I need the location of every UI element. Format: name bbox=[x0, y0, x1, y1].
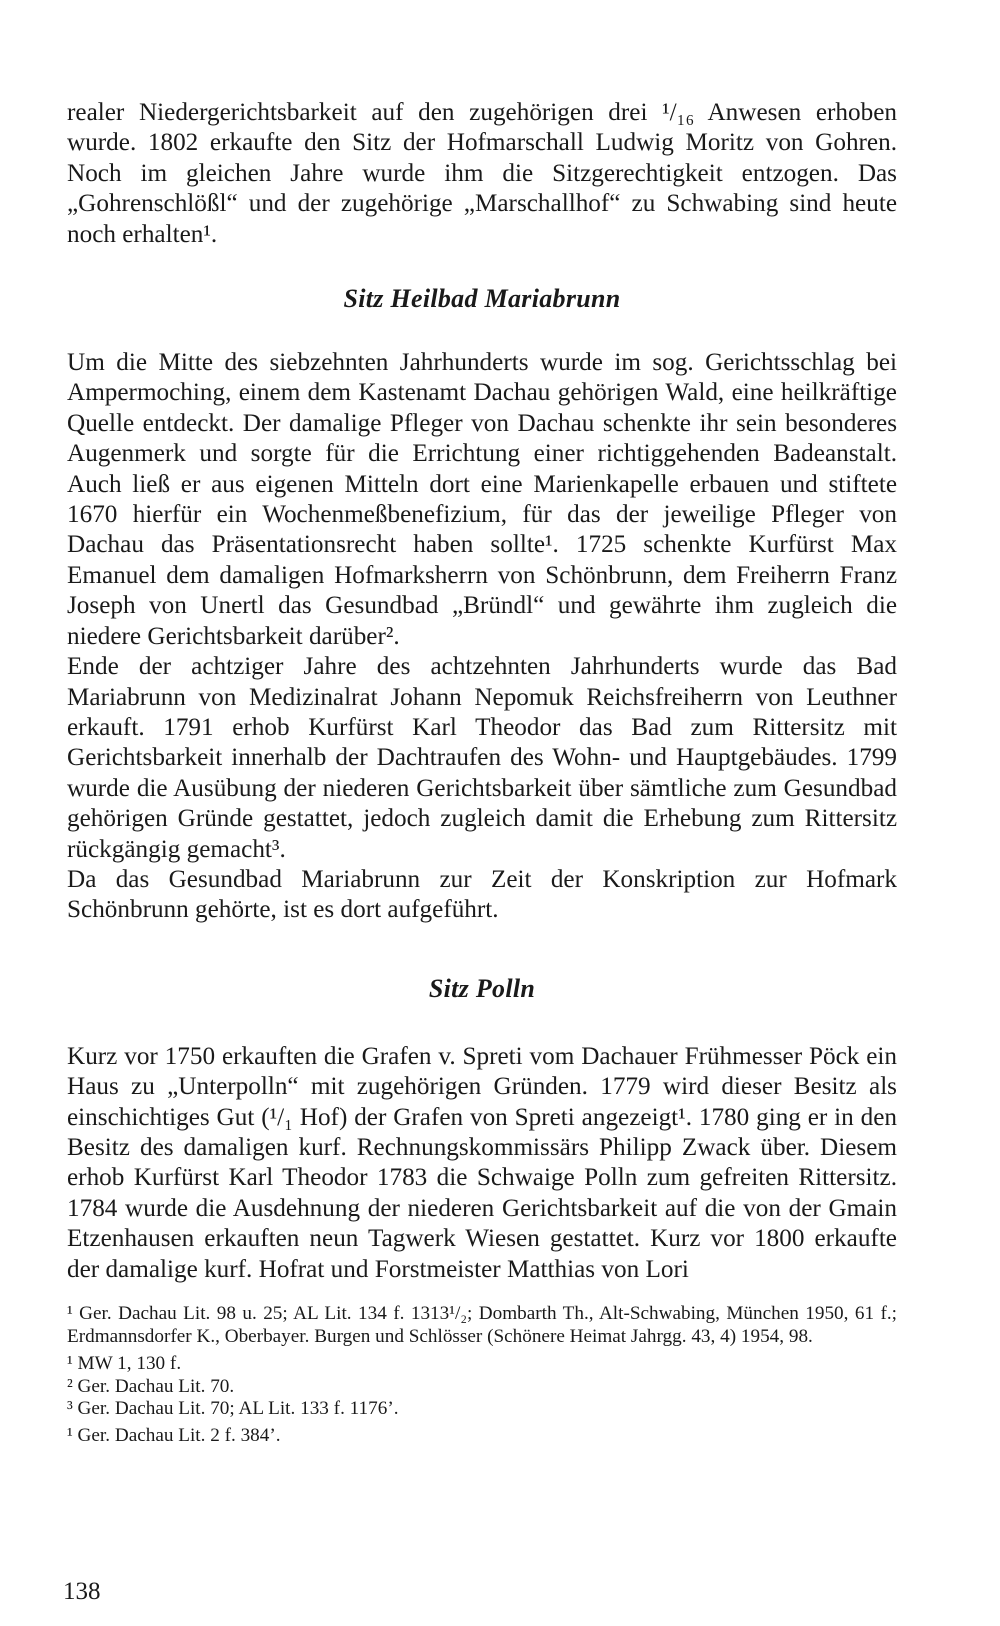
footnote: ² Ger. Dachau Lit. 70. bbox=[67, 1375, 235, 1397]
polln-paragraph-1: Kurz vor 1750 erkauften die Grafen v. Spreti vom Dachauer Frühmesser Pöck ein Haus zu „Unterpolln“ mit zugehörigen Gründen. 1779 wird dieser Besitz als einschichtiges Gut (¹/₁ Hof) der Grafen von Spreti angezeigt¹. 1780 ging er in den Besitz des damaligen kurf. Rechnungskommissärs Philipp Zwack über. Diesem erhob Kurfürst Karl Theodor 1783 die Schwaige Polln zum gefreiten Rittersitz. 1784 wurde die Ausdehnung der niederen Gerichtsbarkeit auf die von der Gmain Etzenhausen erkauften neun Tagwerk Wiesen gestattet. Kurz vor 1800 erkaufte der damalige kurf. Hofrat und Forstmeister Matthias von Lori bbox=[67, 1042, 897, 1283]
mariabrunn-paragraph-2: Ende der achtziger Jahre des achtzehnten Jahrhunderts wurde das Bad Mariabrunn von Medizinalrat Johann Nepomuk Reichsfreiherrn von Leuthner erkauft. 1791 erhob Kurfürst Karl Theodor das Bad zum Rittersitz mit Gerichtsbarkeit innerhalb der Dachtraufen des Wohn- und Hauptgebäudes. 1799 wurde die Ausübung der niederen Gerichtsbarkeit über sämtliche zum Gesundbad gehörigen Gründe gestattet, jedoch zugleich damit die Erhebung zum Rittersitz rückgängig gemacht³. bbox=[67, 653, 897, 863]
footnotes bbox=[67, 1303, 897, 1447]
mariabrunn-paragraph-3: Da das Gesundbad Mariabrunn zur Zeit der Konskription zur Hofmark Schönbrunn gehörte, ist es dort aufgeführt. bbox=[67, 865, 897, 924]
page-number: 138 bbox=[63, 1578, 101, 1605]
intro-paragraph: realer Niedergerichtsbarkeit auf den zugehörigen drei ¹/₁₆ Anwesen erhoben wurde. 1802 erkaufte den Sitz der Hofmarschall Ludwig Moritz von Gohren. Noch im gleichen Jahre wurde ihm die Sitzgerechtigkeit entzogen. Das „Gohrenschlößl“ und der zugehörige „Marschallhof“ zu Schwabing sind heute noch erhalten¹. bbox=[67, 99, 897, 248]
mariabrunn-paragraph-1: Um die Mitte des siebzehnten Jahrhunderts wurde im sog. Gerichtsschlag bei Ampermoching, einem dem Kastenamt Dachau gehörigen Wald, eine heilkräftige Quelle entdeckt. Der damalige Pfleger von Dachau schenkte ihr sein besonderes Augenmerk und sorgte für die Errichtung einer richtiggehenden Badeanstalt. Auch ließ er aus eigenen Mitteln dort eine Marienkapelle erbauen und stiftete 1670 hierfür ein Wochenmeßbenefizium, für das der jeweilige Pfleger von Dachau das Präsentationsrecht haben sollte¹. 1725 schenkte Kurfürst Max Emanuel dem damaligen Hofmarksherrn von Schönbrunn, dem Freiherrn Franz Joseph von Unertl das Gesundbad „Bründl“ und gewährte ihm zugleich die niedere Gerichtsbarkeit darüber². bbox=[67, 349, 897, 650]
page-body bbox=[67, 98, 897, 1447]
footnote: ¹ Ger. Dachau Lit. 98 u. 25; AL Lit. 134 f. 1313¹/₂; Dombarth Th., Alt-Schwabing, München 1950, 61 f.; Erdmannsdorfer K., Oberbayer. Burgen und Schlösser (Schönere Heimat Jahrgg. 43, 4) 1954, 98. bbox=[67, 1303, 897, 1347]
section-heading-polln: Sitz Polln bbox=[428, 973, 536, 1003]
footnote: ³ Ger. Dachau Lit. 70; AL Lit. 133 f. 1176’. bbox=[67, 1398, 399, 1419]
section-heading-mariabrunn: Sitz Heilbad Mariabrunn bbox=[343, 284, 621, 314]
footnote: ¹ MW 1, 130 f. bbox=[67, 1353, 182, 1374]
footnote: ¹ Ger. Dachau Lit. 2 f. 384’. bbox=[67, 1424, 281, 1446]
